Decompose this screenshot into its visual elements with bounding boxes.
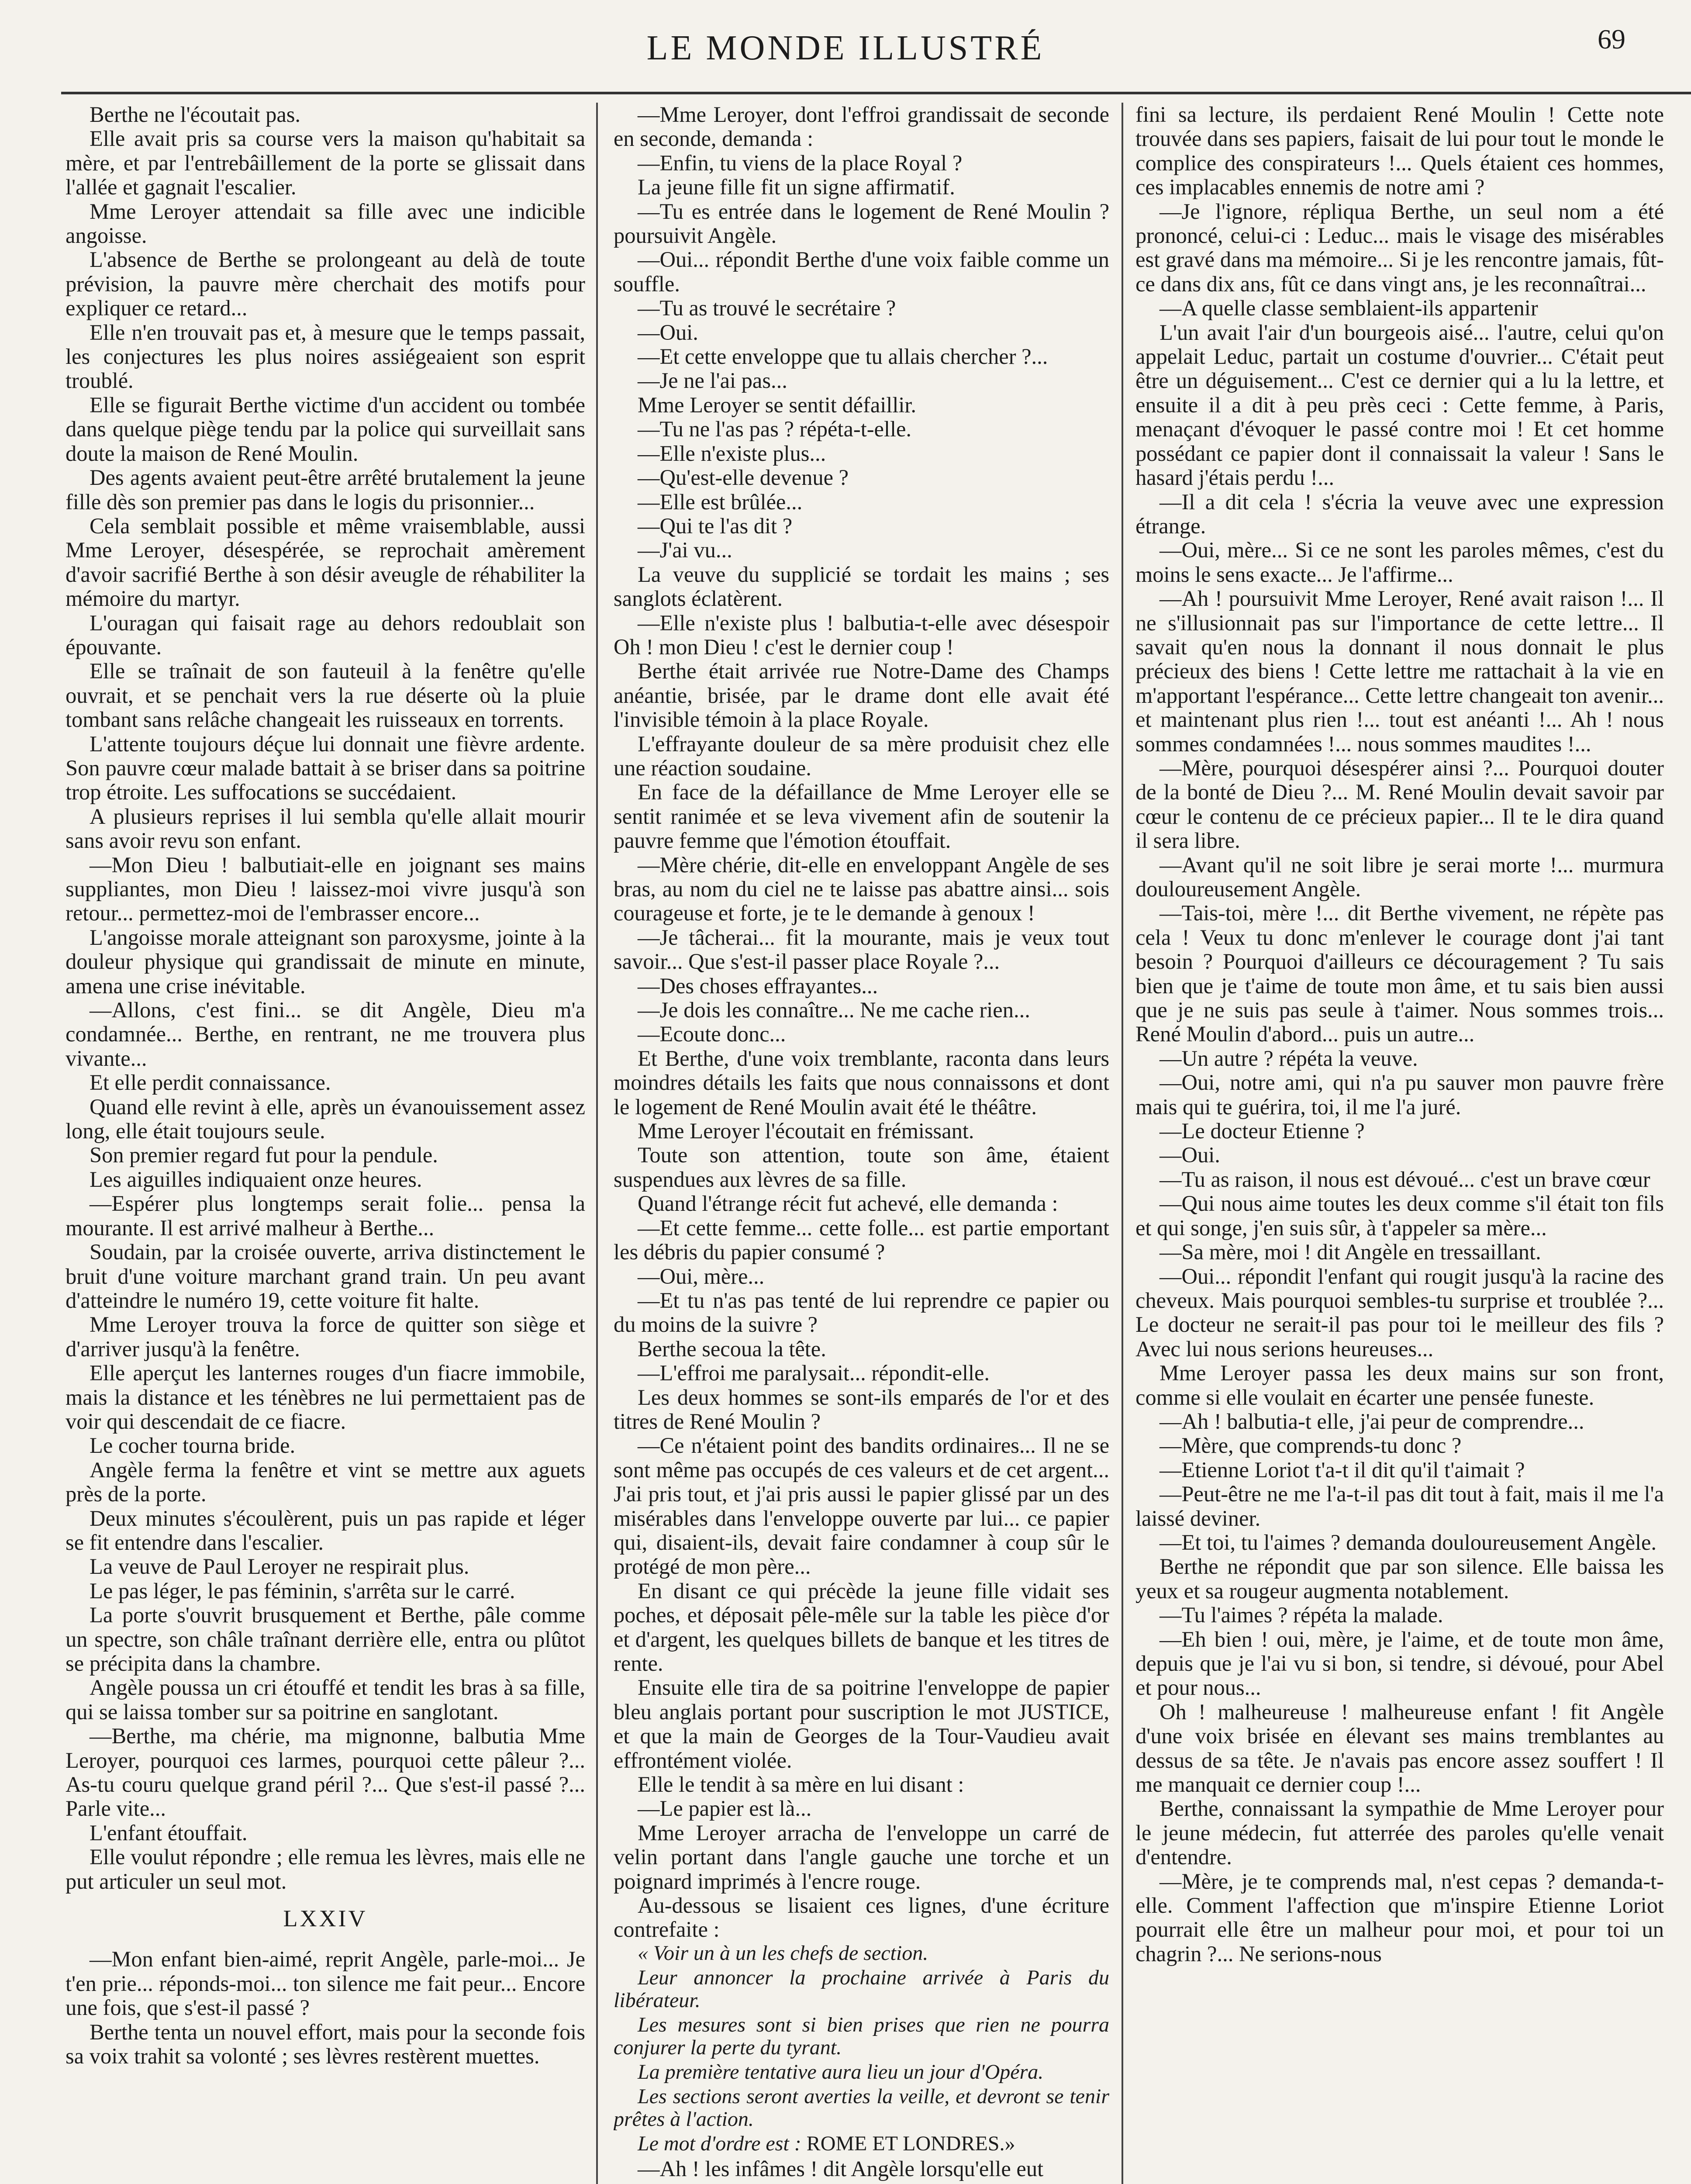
paragraph: —Un autre ? répéta la veuve. (1160, 1046, 1418, 1071)
paragraph: L'un avait l'air d'un bourgeois aisé... l'autre, celui qu'on appelait Leduc, partait un costume d'ouvrier... C'était peut être un déguisement... C'est ce dernier qui a lu la lettre, et ensuite il a dit à peu près ceci : Cette femme, à Paris, menaçant d'évoquer le passé contre moi ! Et cet homme possédant ce papier dont il connaissait la valeur ! Sans le hasard j'étais perdu !... (1135, 320, 1664, 490)
paragraph: —Ce n'étaient point des bandits ordinaires... Il ne se sont même pas occupés de ces valeurs et de cet argent... J'ai pris tout, et j'ai pris aussi le papier glissé par un des misérables dans l'enveloppe ouverte par lui... ce papier qui, disaient-ils, devait faire condamner à coup sûr le protégé de mon père... (614, 1433, 1109, 1579)
paragraph: Elle n'en trouvait pas et, à mesure que le temps passait, les conjectures les plus noires assiégeaient son esprit troublé. (66, 320, 585, 393)
paragraph: —Tu ne l'as pas ? répéta-t-elle. (638, 417, 912, 442)
paragraph: La porte s'ouvrit brusquement et Berthe, pâle comme un spectre, son châle traînant derrière elle, entra ou plûtot se précipita dans la chambre. (66, 1603, 585, 1676)
paragraph: —Je ne l'ai pas... (638, 368, 787, 393)
column-divider (596, 103, 598, 2184)
paragraph: —Tu l'aimes ? répéta la malade. (1160, 1603, 1443, 1628)
paragraph: Mme Leroyer se sentit défaillir. (638, 392, 917, 417)
paragraph: Mme Leroyer trouva la force de quitter son siège et d'arriver jusqu'à la fenêtre. (66, 1312, 585, 1361)
paragraph: —Oui. (1160, 1143, 1220, 1168)
paragraph: —Le papier est là... (638, 1796, 812, 1821)
paragraph: Ensuite elle tira de sa poitrine l'enveloppe de papier bleu anglais portant pour suscription le mot JUSTICE, et que la main de Georges de la Tour-Vaudieu avait effrontément violée. (614, 1675, 1109, 1773)
paragraph: L'effrayante douleur de sa mère produisit chez elle une réaction soudaine. (614, 731, 1109, 780)
paragraph: Le cocher tourna bride. (90, 1433, 296, 1458)
paragraph: L'enfant étouffait. (90, 1820, 248, 1845)
password-text: ROME ET LONDRES.» (806, 2132, 1015, 2155)
paragraph: La veuve du supplicié se tordait les mains ; ses sanglots éclatèrent. (614, 562, 1109, 611)
paragraph: L'attente toujours déçue lui donnait une fièvre ardente. Son pauvre cœur malade battait à se briser dans sa poitrine trop étroite. Les suffocations se succédaient. (66, 731, 585, 805)
header-rule (61, 92, 1691, 94)
paragraph: —Avant qu'il ne soit libre je serai morte !... murmura douloureusement Angèle. (1135, 852, 1664, 901)
paragraph: —Oui, notre ami, qui n'a pu sauver mon pauvre frère mais qui te guérira, toi, il me l'a juré. (1135, 1070, 1664, 1119)
paragraph: L'angoisse morale atteignant son paroxysme, jointe à la douleur physique qui grandissait de minute en minute, amena une crise inévitable. (66, 925, 585, 998)
paragraph: Deux minutes s'écoulèrent, puis un pas rapide et léger se fit entendre dans l'escalier. (66, 1506, 585, 1555)
paragraph: Elle se figurait Berthe victime d'un accident ou tombée dans quelque piège tendu par la police qui surveillait sans doute la maison de René Moulin. (66, 392, 585, 466)
paragraph: —A quelle classe semblaient-ils appartenir (1160, 296, 1538, 321)
paragraph: Le pas léger, le pas féminin, s'arrêta sur le carré. (90, 1578, 515, 1603)
paragraph: —Et cette enveloppe que tu allais chercher ?... (638, 344, 1048, 369)
paragraph: —Oui, mère... (638, 1264, 765, 1289)
paragraph: —Mère, je te comprends mal, n'est cepas ? demanda-t-elle. Comment l'affection que m'inspire Etienne Loriot pourrait elle être un malheur pour moi, et pour toi un chagrin ?... Ne serions-nous (1135, 1869, 1664, 1966)
paragraph: —Oui... répondit l'enfant qui rougit jusqu'à la racine des cheveux. Mais pourquoi sembles-tu surprise et troublée ?... Le docteur ne serait-il pas pour toi le meilleur des fils ? Avec lui nous serions heureuses... (1135, 1264, 1664, 1361)
paragraph: Mme Leroyer passa les deux mains sur son front, comme si elle voulait en écarter une pensée funeste. (1135, 1361, 1664, 1410)
paragraph: —Ah ! balbutia-t elle, j'ai peur de comprendre... (1160, 1409, 1584, 1434)
paragraph: La jeune fille fit un signe affirmatif. (638, 175, 955, 200)
paragraph: —Mme Leroyer, dont l'effroi grandissait de seconde en seconde, demanda : (614, 103, 1109, 151)
paragraph: En disant ce qui précède la jeune fille vidait ses poches, et déposait pêle-mêle sur la table les pièce d'or et d'argent, les quelques billets de banque et les titres de rente. (614, 1578, 1109, 1676)
paragraph: —L'effroi me paralysait... répondit-elle. (638, 1361, 990, 1386)
paragraph: —Et toi, tu l'aimes ? demanda douloureusement Angèle. (1160, 1530, 1657, 1555)
paragraph: —Peut-être ne me l'a-t-il pas dit tout à fait, mais il me l'a laissé deviner. (1135, 1482, 1664, 1531)
text-column-3 (1135, 103, 1664, 2184)
paragraph: —Oui... répondit Berthe d'une voix faible comme un souffle. (614, 247, 1109, 296)
paragraph: En face de la défaillance de Mme Leroyer elle se sentit ranimée et se leva vivement afin de soutenir la pauvre femme que l'émotion étouffait. (614, 780, 1109, 853)
paragraph: —Sa mère, moi ! dit Angèle en tressaillant. (1160, 1240, 1541, 1265)
paragraph: Berthe ne répondit que par son silence. Elle baissa les yeux et sa rougeur augmenta notablement. (1135, 1554, 1664, 1603)
paragraph: Elle aperçut les lanternes rouges d'un fiacre immobile, mais la distance et les ténèbres ne lui permettaient pas de voir qui descendait de ce fiacre. (66, 1361, 585, 1434)
paragraph: A plusieurs reprises il lui sembla qu'elle allait mourir sans avoir revu son enfant. (66, 804, 585, 853)
paragraph: —Oui, mère... Si ce ne sont les paroles mêmes, c'est du moins le sens exacte... Je l'affirme... (1135, 538, 1664, 587)
paragraph: —Tu es entrée dans le logement de René Moulin ? poursuivit Angèle. (614, 199, 1109, 248)
paragraph: —Mère, pourquoi désespérer ainsi ?... Pourquoi douter de la bonté de Dieu ?... M. René Moulin devait savoir par cœur le contenu de ce précieux papier... Il te le dira quand il sera libre. (1135, 755, 1664, 853)
paragraph: La veuve de Paul Leroyer ne respirait plus. (90, 1554, 469, 1579)
text-column-2 (614, 103, 1109, 2184)
paragraph: —Ah ! poursuivit Mme Leroyer, René avait raison !... Il ne s'illusionnait pas sur l'importance de cette lettre... Il savait qu'en nous la donnant il nous donnait le plus précieux des biens ! Cette lettre me rattachait à la vie en m'apportant l'espérance... Cette lettre changeait ton avenir... et maintenant plus rien !... tout est anéanti !... Ah ! nous sommes condamnées !... nous sommes maudites !... (1135, 586, 1664, 756)
paragraph: —Ecoute donc... (638, 1022, 786, 1047)
page-number: 69 (1598, 24, 1625, 55)
paragraph: Angèle ferma la fenêtre et vint se mettre aux aguets près de la porte. (66, 1457, 585, 1507)
paragraph: —Espérer plus longtemps serait folie... pensa la mourante. Il est arrivé malheur à Berthe... (66, 1191, 585, 1240)
paragraph: Elle le tendit à sa mère en lui disant : (638, 1772, 964, 1797)
paragraph: Berthe ne l'écoutait pas. (90, 103, 301, 127)
paragraph: Angèle poussa un cri étouffé et tendit les bras à sa fille, qui se laissa tomber sur sa poitrine en sanglotant. (66, 1675, 585, 1724)
paragraph: Toute son attention, toute son âme, étaient suspendues aux lèvres de sa fille. (614, 1143, 1109, 1192)
paragraph: —Elle est brûlée... (638, 489, 803, 514)
page-header (0, 0, 1691, 96)
paragraph: Quand elle revint à elle, après un évanouissement assez long, elle était toujours seule. (66, 1094, 585, 1144)
paragraph: Elle se traînait de son fauteuil à la fenêtre qu'elle ouvrait, et se penchait vers la rue déserte où la pluie tombant sans relâche changeait les ruisseaux en torrents. (66, 659, 585, 732)
paragraph: —Je tâcherai... fit la mourante, mais je veux tout savoir... Que s'est-il passer place Royale ?... (614, 925, 1109, 974)
paragraph: —Qui nous aime toutes les deux comme s'il était ton fils et qui songe, j'en suis sûr, à t'appeler sa mère... (1135, 1191, 1664, 1240)
paragraph: Et elle perdit connaissance. (90, 1070, 331, 1095)
paragraph: —Mon Dieu ! balbutiait-elle en joignant ses mains suppliantes, mon Dieu ! laissez-moi vivre jusqu'à son retour... permettez-moi de l'embrasser encore... (66, 852, 585, 926)
paragraph: L'ouragan qui faisait rage au dehors redoublait son épouvante. (66, 610, 585, 659)
paragraph: —J'ai vu... (638, 538, 732, 563)
paragraph: Mme Leroyer l'écoutait en frémissant. (638, 1119, 974, 1144)
masthead-title: LE MONDE ILLUSTRÉ (646, 29, 1045, 67)
paragraph: L'absence de Berthe se prolongeant au delà de toute prévision, la pauvre mère cherchait des motifs pour expliquer ce retard... (66, 247, 585, 321)
paragraph: —Des choses effrayantes... (638, 973, 878, 998)
paragraph: Elle voulut répondre ; elle remua les lèvres, mais elle ne put articuler un seul mot. (66, 1845, 585, 1894)
paragraph: —Tu as raison, il nous est dévoué... c'est un brave cœur (1160, 1167, 1650, 1192)
chapter-heading: LXXIV (283, 1905, 368, 1932)
paragraph: Cela semblait possible et même vraisemblable, aussi Mme Leroyer, désespérée, se reprochait amèrement d'avoir sacrifié Berthe à son désir aveugle de réhabiliter la mémoire du martyr. (66, 513, 585, 611)
text-column-1 (66, 103, 585, 2184)
paragraph: —Elle n'existe plus ! balbutia-t-elle avec désespoir Oh ! mon Dieu ! c'est le dernier coup ! (614, 610, 1109, 659)
paragraph: —Berthe, ma chérie, ma mignonne, balbutia Mme Leroyer, pourquoi ces larmes, pourquoi cette pâleur ?... As-tu couru quelque grand péril ?... Que s'est-il passé ?... Parle vite... (66, 1724, 585, 1821)
paragraph: —Le docteur Etienne ? (1160, 1119, 1365, 1144)
paragraph: Les aiguilles indiquaient onze heures. (90, 1167, 422, 1192)
password-prefix: Le mot d'ordre est : (638, 2132, 807, 2155)
paragraph: —Et tu n'as pas tenté de lui reprendre ce papier ou du moins de la suivre ? (614, 1288, 1109, 1337)
paragraph: —Je dois les connaître... Ne me cache rien... (638, 998, 1030, 1023)
paragraph: —Etienne Loriot t'a-t il dit qu'il t'aimait ? (1160, 1457, 1525, 1482)
paragraph: —Et cette femme... cette folle... est partie emportant les débris du papier consumé ? (614, 1215, 1109, 1265)
paragraph: —Mère chérie, dit-elle en enveloppant Angèle de ses bras, au nom du ciel ne te laisse pas abattre ainsi... sois courageuse et forte, je te le demande à genoux ! (614, 852, 1109, 926)
quoted-note-line: Les sections seront averties la veille, et devront se tenir prêtes à l'action. (614, 2084, 1109, 2131)
paragraph: —Enfin, tu viens de la place Royal ? (638, 150, 963, 175)
quoted-note-line: Leur annoncer la prochaine arrivée à Paris du libérateur. (614, 1966, 1109, 2012)
paragraph: —Qui te l'as dit ? (638, 513, 793, 538)
paragraph: —Tu as trouvé le secrétaire ? (638, 296, 896, 321)
password-line (614, 2132, 1109, 2155)
paragraph: Berthe tenta un nouvel effort, mais pour la seconde fois sa voix trahit sa volonté ; ses lèvres restèrent muettes. (66, 2019, 585, 2069)
paragraph: Au-dessous se lisaient ces lignes, d'une écriture contrefaite : (614, 1893, 1109, 1942)
paragraph: Et Berthe, d'une voix tremblante, raconta dans leurs moindres détails les faits que nous connaissons et dont le logement de René Moulin avait été le théâtre. (614, 1046, 1109, 1119)
quoted-note-line: « Voir un à un les chefs de section. (638, 1941, 928, 1965)
paragraph: Les deux hommes se sont-ils emparés de l'or et des titres de René Moulin ? (614, 1385, 1109, 1434)
paragraph: —Ah ! les infâmes ! dit Angèle lorsqu'elle eut (638, 2156, 1044, 2181)
paragraph: fini sa lecture, ils perdaient René Moulin ! Cette note trouvée dans ses papiers, faisait de lui pour tout le monde le complice des conspirateurs !... Quels étaient ces hommes, ces implacables ennemis de notre ami ? (1135, 103, 1664, 200)
paragraph: —Elle n'existe plus... (638, 441, 826, 466)
paragraph: Des agents avaient peut-être arrêté brutalement la jeune fille dès son premier pas dans le logis du prisonnier... (66, 465, 585, 514)
paragraph: Mme Leroyer attendait sa fille avec une indicible angoisse. (66, 199, 585, 248)
paragraph: —Qu'est-elle devenue ? (638, 465, 849, 490)
column-divider (1122, 103, 1123, 2184)
paragraph: Mme Leroyer arracha de l'enveloppe un carré de velin portant dans l'angle gauche une torche et un poignard imprimés à l'encre rouge. (614, 1820, 1109, 1894)
paragraph: Berthe secoua la tête. (638, 1336, 826, 1361)
paragraph: —Mère, que comprends-tu donc ? (1160, 1433, 1462, 1458)
paragraph: —Mon enfant bien-aimé, reprit Angèle, parle-moi... Je t'en prie... réponds-moi... ton silence me fait peur... Encore une fois, que s'est-il passé ? (66, 1947, 585, 2020)
paragraph: Soudain, par la croisée ouverte, arriva distinctement le bruit d'une voiture marchant grand train. Un peu avant d'atteindre le numéro 19, cette voiture fit halte. (66, 1240, 585, 1313)
paragraph: Son premier regard fut pour la pendule. (90, 1143, 438, 1168)
paragraph: Berthe, connaissant la sympathie de Mme Leroyer pour le jeune médecin, fut atterrée des paroles qu'elle venait d'entendre. (1135, 1796, 1664, 1870)
paragraph: —Allons, c'est fini... se dit Angèle, Dieu m'a condamnée... Berthe, en rentrant, ne me trouvera plus vivante... (66, 998, 585, 1071)
paragraph: Berthe était arrivée rue Notre-Dame des Champs anéantie, brisée, par le drame dont elle avait été l'invisible témoin à la place Royale. (614, 659, 1109, 732)
paragraph: Elle avait pris sa course vers la maison qu'habitait sa mère, et par l'entrebâillement de la porte se glissait dans l'allée et gagnait l'escalier. (66, 126, 585, 200)
quoted-note-line: Les mesures sont si bien prises que rien ne pourra conjurer la perte du tyrant. (614, 2013, 1109, 2059)
paragraph: —Je l'ignore, répliqua Berthe, un seul nom a été prononcé, celui-ci : Leduc... mais le visage des misérables est gravé dans ma mémoire... Si je les rencontre jamais, fût-ce dans dix ans, fût ce dans vingt ans, je les reconnaîtrai... (1135, 199, 1664, 296)
paragraph: —Il a dit cela ! s'écria la veuve avec une expression étrange. (1135, 489, 1664, 538)
quoted-note-line: La première tentative aura lieu un jour d'Opéra. (638, 2060, 1044, 2084)
paragraph: Quand l'étrange récit fut achevé, elle demanda : (638, 1191, 1058, 1216)
paragraph: Oh ! malheureuse ! malheureuse enfant ! fit Angèle d'une voix brisée en élevant ses mains tremblantes au dessus de sa tête. Je n'avais pas encore assez souffert ! Il me manquait ce dernier coup !... (1135, 1699, 1664, 1797)
paragraph: —Oui. (638, 320, 698, 345)
paragraph: —Eh bien ! oui, mère, je l'aime, et de toute mon âme, depuis que je l'ai vu si bon, si tendre, si dévoué, pour Abel et pour nous... (1135, 1627, 1664, 1700)
paragraph: —Tais-toi, mère !... dit Berthe vivement, ne répète pas cela ! Veux tu donc m'enlever le courage dont j'ai tant besoin ? Pourquoi d'ailleurs ce découragement ? Tu sais bien que je t'aime de toute mon âme, et tu sais bien aussi que je ne suis pas seule à t'aimer. Nous sommes trois... René Moulin d'abord... puis un autre... (1135, 901, 1664, 1047)
